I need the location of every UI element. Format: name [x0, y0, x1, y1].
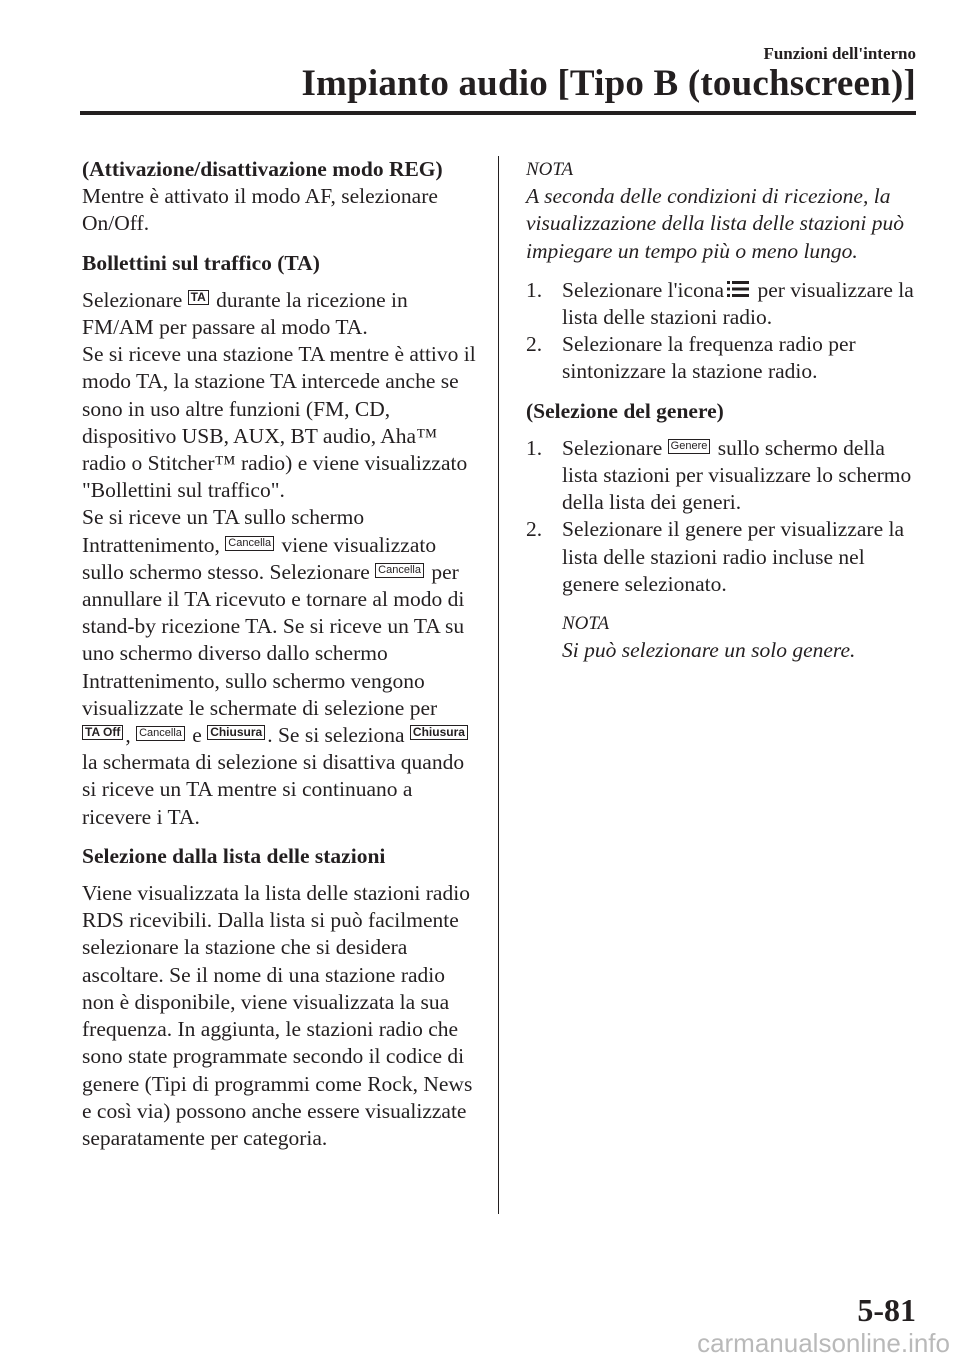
text-span: la schermata di selezione si disattiva quando si riceve un TA mentre si continuano a ricevere i TA. — [82, 750, 465, 829]
text-span: per annullare il TA ricevuto e tornare al modo di stand-by ricezione TA. Se si riceve un TA su uno schermo diverso dallo schermo Intrattenimento, sullo schermo vengono visualizzate le schermate di selezione per — [82, 559, 465, 720]
text-span: Selezionare — [82, 287, 188, 312]
watermark: carmanualsonline.info — [697, 1328, 950, 1358]
heading-ta: Bollettini sul traffico (TA) — [82, 250, 320, 275]
chiusura-button: Chiusura — [410, 725, 468, 740]
text-span: Se si riceve un TA sullo schermo Intrattenimento, — [82, 505, 365, 557]
text-span: sullo schermo della lista stazioni per visualizzare lo schermo della lista dei generi. — [562, 435, 912, 515]
list-item — [526, 516, 918, 598]
steps-list-genere — [526, 435, 918, 598]
steps-list-stazioni — [526, 277, 918, 386]
step-number: 2. — [526, 517, 543, 542]
page-title: Impianto audio [Tipo B (touchscreen)] — [301, 63, 916, 104]
step-number: 1. — [526, 277, 543, 302]
nota-label: NOTA — [526, 159, 574, 180]
nota-text: A seconda delle condizioni di ricezione, la visualizzazione della lista delle stazioni può impiegare un tempo più o meno lungo. — [526, 184, 905, 263]
header-rule — [80, 111, 916, 115]
step-number: 1. — [526, 435, 543, 460]
separator: e — [186, 723, 208, 748]
list-item — [526, 435, 918, 517]
heading-genere: (Selezione del genere) — [526, 398, 724, 423]
paragraph-ta-2: Se si riceve una stazione TA mentre è attivo il modo TA, la stazione TA intercede anche se sono in uso altre funzioni (FM, CD, dispositivo USB, AUX, BT audio, Aha™ radio o Stitcher™ radio) e viene visualizzato "Bollettini sul traffico". — [82, 342, 476, 503]
paragraph-ta-1 — [82, 287, 477, 341]
nota-text: Si può selezionare un solo genere. — [562, 638, 856, 663]
text-span: durante la ricezione in FM/AM per passare al modo TA. — [82, 287, 408, 340]
text-span: Selezionare la frequenza radio per sintonizzare la stazione radio. — [562, 332, 856, 384]
separator: , — [125, 723, 137, 748]
text-span: Selezionare il genere per visualizzare la lista delle stazioni radio incluse nel genere selezionato. — [562, 517, 905, 596]
left-column — [82, 156, 477, 1152]
nota-label: NOTA — [562, 613, 610, 635]
ta-button: TA — [188, 290, 209, 305]
cancella-button: Cancella — [375, 563, 424, 578]
list-item — [526, 331, 918, 385]
heading-lista: Selezione dalla lista delle stazioni — [82, 843, 386, 868]
right-column — [526, 156, 918, 664]
ta-off-button: TA Off — [82, 725, 123, 740]
genere-button: Genere — [668, 439, 711, 454]
section-subtitle: Funzioni dell'interno — [763, 44, 916, 63]
heading-reg: (Attivazione/disattivazione modo REG) — [82, 157, 443, 181]
list-icon — [727, 280, 749, 298]
page-number: 5-81 — [857, 1292, 916, 1328]
paragraph-ta-3 — [82, 504, 477, 830]
text-span: viene visualizzato sullo schermo stesso. Selezionare — [82, 532, 437, 584]
cancella-button: Cancella — [136, 726, 185, 741]
text-span: per visualizzare la lista delle stazioni radio. — [562, 277, 914, 330]
paragraph-lista: Viene visualizzata la lista delle stazioni radio RDS ricevibili. Dalla lista si può facilmente selezionare la stazione che si desidera ascoltare. Se il nome di una stazione radio non è disponibile, viene visualizzata la sua frequenza. In aggiunta, le stazioni radio che sono state programmate secondo il codice di genere (Tipi di programmi come Rock, News e così via) possono anche essere visualizzate separatamente per categoria. — [82, 881, 473, 1150]
step-number: 2. — [526, 332, 543, 357]
text-span: Selezionare — [562, 435, 668, 460]
text-span: . Se si seleziona — [267, 723, 410, 748]
text-span: Selezionare l'icona — [562, 277, 725, 302]
cancella-button: Cancella — [225, 536, 274, 551]
list-item — [526, 277, 918, 331]
paragraph-reg: Mentre è attivato il modo AF, selezionare On/Off. — [82, 184, 438, 236]
chiusura-button: Chiusura — [207, 725, 265, 740]
column-divider — [498, 156, 499, 1214]
